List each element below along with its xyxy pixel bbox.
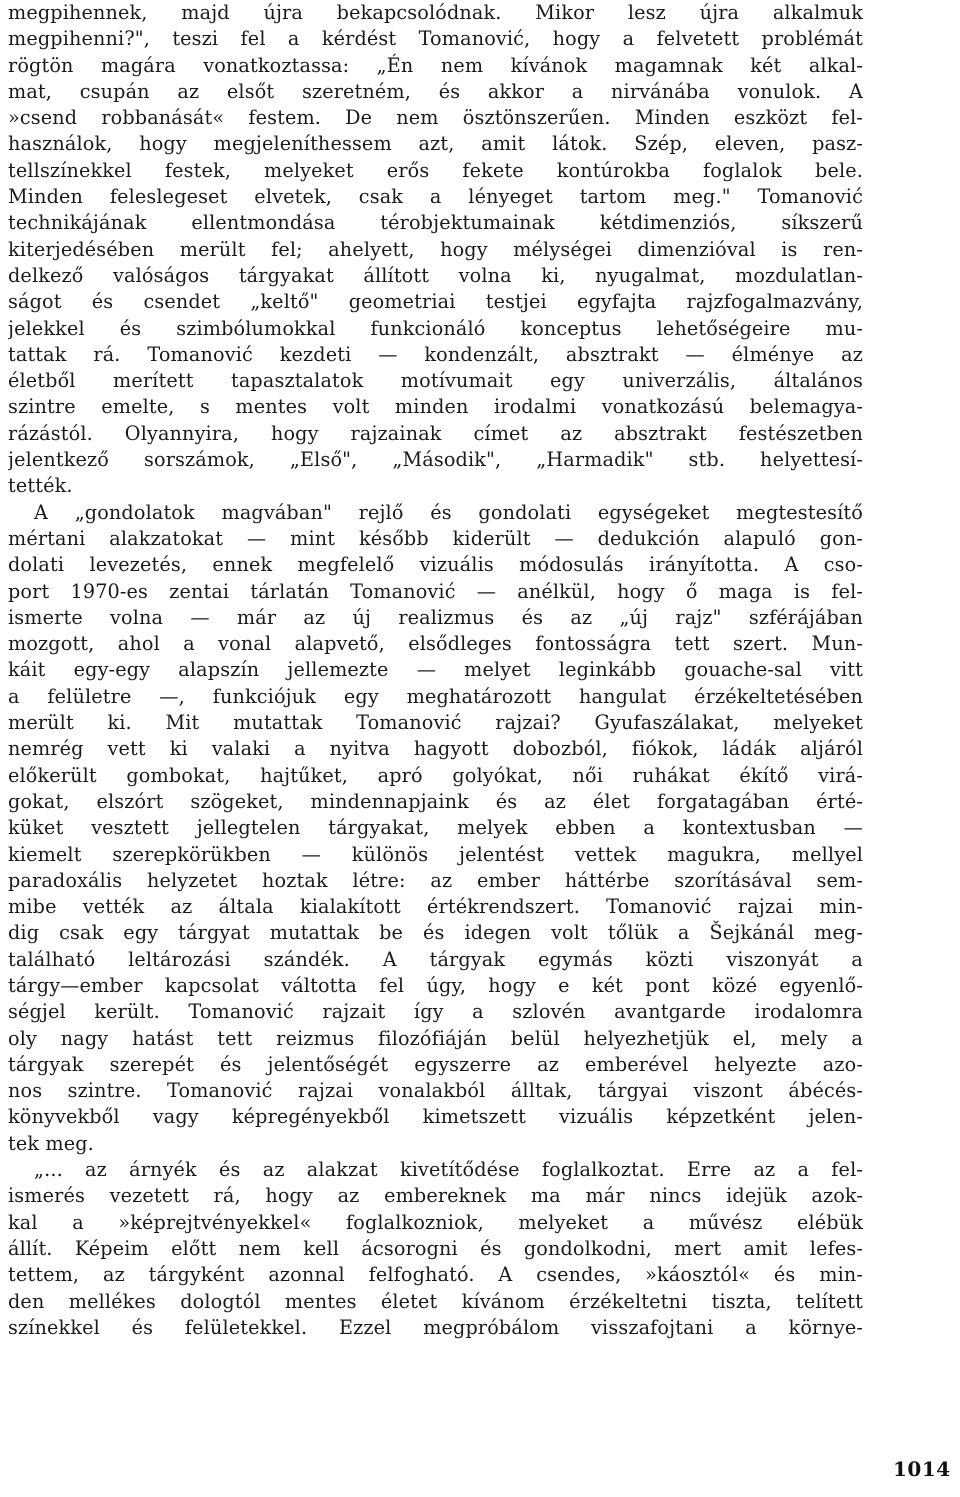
text-line: küket vesztett jellegtelen tárgyakat, melyek ebben a kontextusban — (8, 816, 863, 840)
page-number: 1014 (893, 1457, 951, 1481)
text-line: paradoxális helyzetet hoztak létre: az ember háttérbe szorításával sem- (8, 868, 863, 892)
text-line: gokat, elszórt szögeket, mindennapjaink és az élet forgatagában érté- (8, 789, 863, 813)
text-line: a felületre —, funkciójuk egy meghatározott hangulat érzékeltetésében (8, 684, 863, 708)
text-line: tattak rá. Tomanović kezdeti — kondenzált, absztrakt — élménye az (8, 342, 863, 366)
text-line: ségjel került. Tomanović rajzait így a szlovén avantgarde irodalomra (8, 1000, 863, 1024)
text-line: technikájának ellentmondása térobjektumainak kétdimenziós, síkszerű (8, 211, 863, 235)
text-line: jelentkező sorszámok, „Első", „Második", „Harmadik" stb. helyettesí- (8, 448, 863, 472)
text-line: »csend robbanását« festem. De nem ösztönszerűen. Minden eszközt fel- (8, 106, 863, 130)
text-line: tellszínekkel festek, melyeket erős fekete kontúrokba foglalok bele. (8, 158, 863, 182)
text-line: delkező valóságos tárgyakat állított volna ki, nyugalmat, mozdulatlan- (8, 263, 863, 287)
text-line: „... az árnyék és az alakzat kivetítődése foglalkoztat. Erre az a fel- (34, 1158, 863, 1182)
text-line: merült ki. Mit mutattak Tomanović rajzai? Gyufaszálakat, melyeket (8, 711, 863, 735)
text-line: található leltározási szándék. A tárgyak egymás közti viszonyát a (8, 947, 863, 971)
text-line: kiemelt szerepkörükben — különös jelentést vettek magukra, mellyel (8, 842, 863, 866)
text-line: előkerült gombokat, hajtűket, apró golyókat, női ruhákat ékítő virá- (8, 763, 863, 787)
text-line: mibe vették az általa kialakított értékrendszert. Tomanović rajzai min- (8, 895, 863, 919)
text-line: állít. Képeim előtt nem kell ácsorogni és gondolkodni, mert amit lefes- (8, 1236, 863, 1260)
text-line: oly nagy hatást tett reizmus filozófiáján belül helyezhetjük el, mely a (8, 1026, 863, 1050)
text-line: dig csak egy tárgyat mutattak be és idegen volt tőlük a Šejkánál meg- (8, 921, 863, 945)
text-line: tettem, az tárgyként azonnal felfogható. A csendes, »káosztól« és min- (8, 1263, 863, 1287)
text-line: port 1970-es zentai tárlatán Tomanović — anélkül, hogy ő maga is fel- (8, 579, 863, 603)
text-line: mat, csupán az elsőt szeretném, és akkor a nirvánába vonulok. A (8, 79, 863, 103)
text-line: könyvekből vagy képregényekből kimetszett vizuális képzetként jelen- (8, 1105, 863, 1129)
text-line: den mellékes dologtól mentes életet kívánom érzékeltetni tiszta, telített (8, 1289, 863, 1313)
text-line: tették. (8, 474, 73, 498)
text-line: nos szintre. Tomanović rajzai vonalakból álltak, tárgyai viszont ábécés- (8, 1079, 863, 1103)
text-line: rögtön magára vonatkoztassa: „Én nem kívánok magamnak két alkal- (8, 53, 863, 77)
text-line: ságot és csendet „keltő" geometriai testjei egyfajta rajzfogalmazvány, (8, 290, 863, 314)
text-line: tek meg. (8, 1131, 94, 1155)
text-line: szintre emelte, s mentes volt minden irodalmi vonatkozású belemagya- (8, 395, 863, 419)
text-line: használok, hogy megjeleníthessem azt, amit látok. Szép, eleven, pasz- (8, 132, 863, 156)
text-line: káit egy-egy alapszín jellemezte — melyet leginkább gouache-sal vitt (8, 658, 863, 682)
text-line: tárgy—ember kapcsolat váltotta fel úgy, hogy e két pont közé egyenlő- (8, 973, 863, 997)
text-line: mozgott, ahol a vonal alapvető, elsődleges fontosságra tett szert. Mun- (8, 632, 863, 656)
text-line: mértani alakzatokat — mint később kiderült — dedukción alapuló gon- (8, 526, 863, 550)
text-line: rázástól. Olyannyira, hogy rajzainak címet az absztrakt festészetben (8, 421, 863, 445)
text-line: ismerte volna — már az új realizmus és az „új rajz" szférájában (8, 605, 863, 629)
text-line: jelekkel és szimbólumokkal funkcionáló konceptus lehetőségeire mu- (8, 316, 863, 340)
body-text (8, 0, 863, 1341)
text-line: nemrég vett ki valaki a nyitva hagyott dobozból, fiókok, ládák aljáról (8, 737, 863, 761)
text-line: dolati levezetés, ennek megfelelő vizuális módosulás irányította. A cso- (8, 553, 863, 577)
text-line: Minden feleslegeset elvetek, csak a lényeget tartom meg." Tomanović (8, 185, 863, 209)
text-line: életből merített tapasztalatok motívumait egy univerzális, általános (8, 369, 863, 393)
text-line: A „gondolatok magvában" rejlő és gondolati egységeket megtestesítő (34, 500, 863, 524)
text-line: megpihenni?", teszi fel a kérdést Tomanović, hogy a felvetett problémát (8, 27, 863, 51)
text-line: kal a »képrejtvényekkel« foglalkozniok, melyeket a művész elébük (8, 1210, 863, 1234)
text-line: színekkel és felületekkel. Ezzel megpróbálom visszafojtani a környe- (8, 1315, 863, 1339)
text-line: megpihennek, majd újra bekapcsolódnak. Mikor lesz újra alkalmuk (8, 1, 863, 24)
text-line: kiterjedésében merült fel; ahelyett, hogy mélységei dimenzióval is ren- (8, 237, 863, 261)
text-line: ismerés vezetett rá, hogy az embereknek ma már nincs idejük azok- (8, 1184, 863, 1208)
text-line: tárgyak szerepét és jelentőségét egyszerre az emberével helyezte azo- (8, 1052, 863, 1076)
